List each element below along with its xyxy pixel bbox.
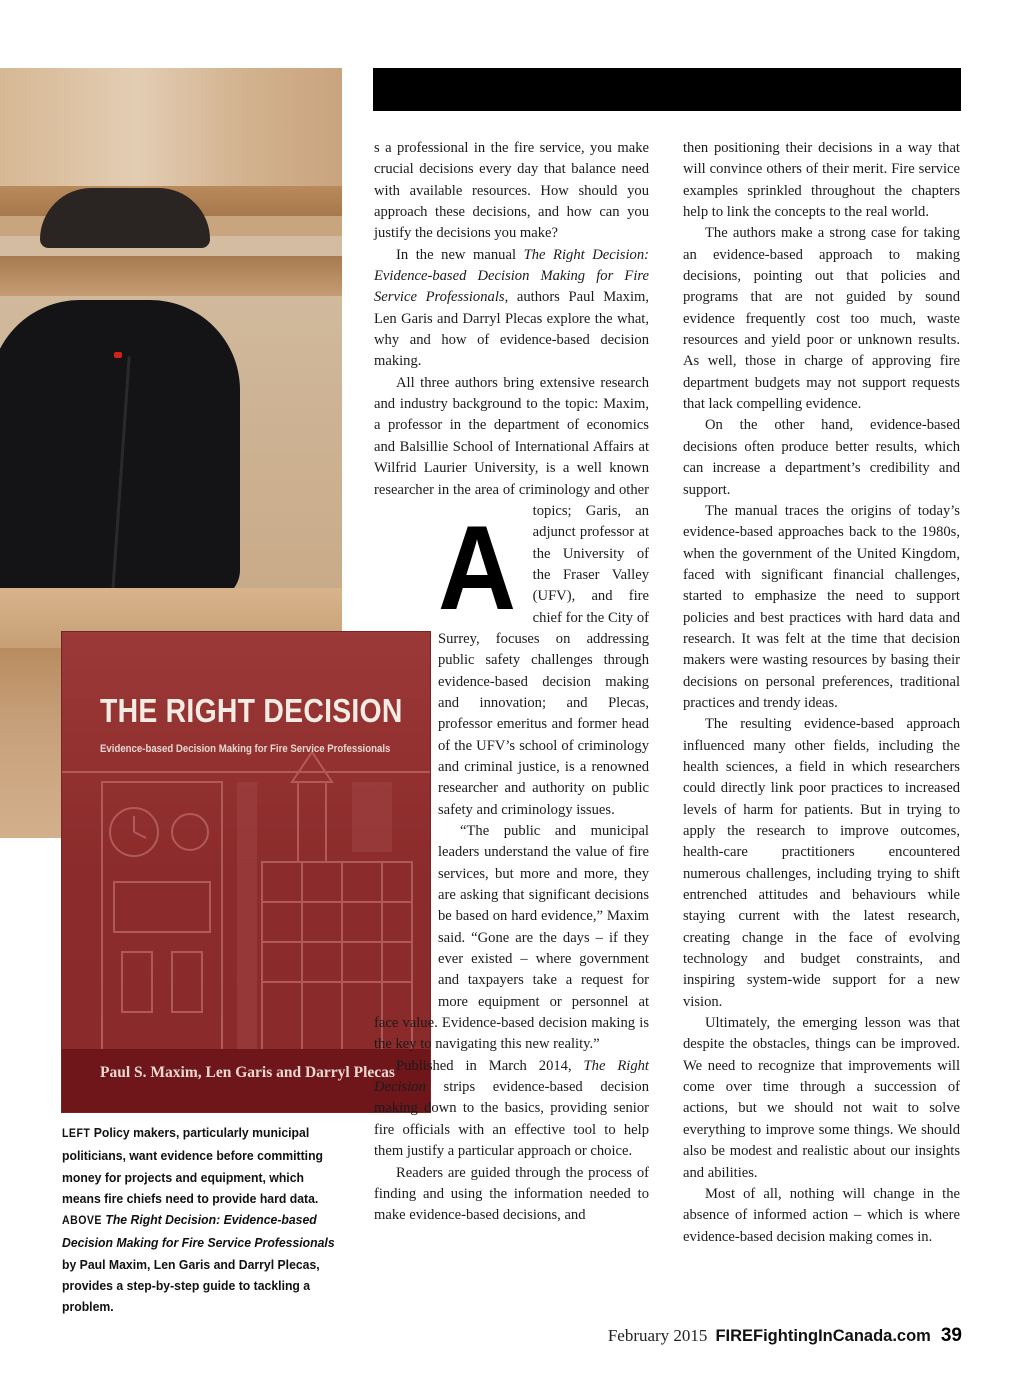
text-run: Ultimately, the emerging lesson was that despite the obstacles, things can be improved. We need to recognize that improvements will come over time through a succession of actions, but we should not wait to solve everything to improve some things. We should also be modest and realistic about our insights and abilities. [683, 1015, 960, 1181]
chair-back [0, 300, 240, 600]
text-run: Readers are guided through the process of finding and using the information needed to make evidence-based decisions, and [374, 1164, 649, 1224]
paragraph [683, 138, 960, 223]
text-run: strips evidence-based decision making down to the basics, providing senior fire officials with an effective tool to help them justify a particular approach or choice. [374, 1079, 649, 1160]
article-column-1 [374, 138, 649, 1318]
issue-date: February 2015 [607, 1326, 708, 1345]
column-2-body [683, 138, 960, 1248]
text-run: s a professional in the fire service, you make crucial decisions every day that balance need with available resources. How should you approach these decisions, and how can you justify the decisions you make? [374, 140, 649, 242]
photo-wall [0, 68, 342, 188]
photo-desk-mid [0, 256, 342, 296]
book-authors: Paul S. Maxim, Len Garis and Darryl Plecas [100, 1064, 395, 1081]
paragraph [374, 245, 649, 373]
paragraph [374, 1056, 649, 1163]
chair-far [40, 188, 210, 248]
paragraph [683, 501, 960, 714]
paragraph [683, 714, 960, 1013]
paragraph [374, 1163, 649, 1227]
book-subtitle: Evidence-based Decision Making for Fire Service Professionals [100, 743, 391, 755]
italic-title: The Right Decision: Evidence-based Decision Making for Fire Service Professionals [374, 246, 649, 306]
text-run: Most of all, nothing will change in the absence of informed action – which is where evidence-based decision making comes in. [683, 1185, 960, 1245]
cover-wrap-spacer [374, 518, 438, 998]
page-number: 39 [940, 1325, 962, 1346]
italic-title: The Right Decision [374, 1057, 649, 1096]
paragraph [683, 415, 960, 500]
text-run: The resulting evidence-based approach influenced many other fields, including the health sciences, a field in which researchers could directly link poor practices to increased levels of harm for patients. But in trying to apply the research to improve outcomes, health-care practitioners encountered numerous challenges, including trying to shift entrenched attitudes and behaviours while staying current with the latest research, creating change in the face of evolving technology and budget constraints, and inspiring system-wide support for a new vision. [683, 716, 960, 1010]
book-title: THE RIGHT DECISION [100, 692, 403, 729]
text-run: , authors Paul Maxim, Len Garis and Darryl Plecas explore the what, why and how of evidence-based decision making. [374, 289, 649, 370]
microphone-light [114, 352, 122, 358]
caption-left-tag: LEFT [62, 1128, 91, 1140]
magazine-site[interactable]: FIREFightingInCanada.com [715, 1327, 931, 1345]
caption-book-title: The Right Decision: Evidence-based Decision Making for Fire Service Professionals [62, 1212, 335, 1251]
photo-caption [62, 1122, 336, 1318]
caption-left-text: Policy makers, particularly municipal politicians, want evidence before committing money for projects and equipment, which means fire chiefs need to provide hard data. [62, 1125, 324, 1206]
text-run: The authors make a strong case for taking an evidence-based approach to making decisions, pointing out that policies and programs that are not guided by sound evidence frequently cost too much, waste resources and yield poor or unknown results. As well, those in charge of approving fire department budgets may not support requests that lack compelling evidence. [683, 225, 960, 413]
text-run: then positioning their decisions in a way that will convince others of their merit. Fire service examples sprinkled throughout the chapters help to link the concepts to the real world. [683, 140, 960, 221]
page-footer [608, 1325, 962, 1347]
paragraph [374, 138, 649, 245]
paragraph [683, 1184, 960, 1248]
paragraph [683, 1013, 960, 1184]
text-run: “The public and municipal leaders understand the value of fire services, but more and more, they are asking that significant decisions be based on hard evidence,” Maxim said. “Gone are the days – if they ever existed – where government and taxpayers take a request for more equipment or personnel at face value. Evidence-based decision making is the key to navigating this new reality.” [374, 823, 649, 1053]
text-run: All three authors bring extensive research and industry background to the topic: Maxim, a professor in the department of economics and Balsillie School of International Affairs at Wilfrid Laurier University, is a well known researcher in the area of criminology and other topics; Garis, an adjunct professor at the University of the Fraser Valley (UFV), and fire chief for the City of Surrey, focuses on addressing public safety challenges through evidence-based decision making and innovation; and Plecas, professor emeritus and former head of the UFV’s school of criminology and criminal justice, is a renowned researcher and authority on public safety and criminology issues. [374, 374, 649, 818]
article-column-2 [683, 138, 960, 1318]
headline-bar [373, 68, 961, 111]
text-run: On the other hand, evidence-based decisions often produce better results, which can increase a department’s credibility and support. [683, 417, 960, 498]
text-run: Published in March 2014, [396, 1057, 584, 1074]
drop-cap: A [438, 501, 517, 635]
paragraph [683, 223, 960, 415]
text-run: The manual traces the origins of today’s evidence-based approaches back to the 1980s, when the government of the United Kingdom, faced with significant financial challenges, started to emphasize the need to support policies and best practices with hard data and research. It was felt at the time that decision makers were wasting resources by basing their decisions on personal preferences, traditional practices and trendy ideas. [683, 502, 960, 711]
text-run: In the new manual [396, 246, 524, 263]
caption-above-tag: ABOVE [62, 1215, 102, 1228]
caption-above-text: by Paul Maxim, Len Garis and Darryl Plecas, provides a step-by-step guide to tackling a problem. [62, 1256, 320, 1315]
